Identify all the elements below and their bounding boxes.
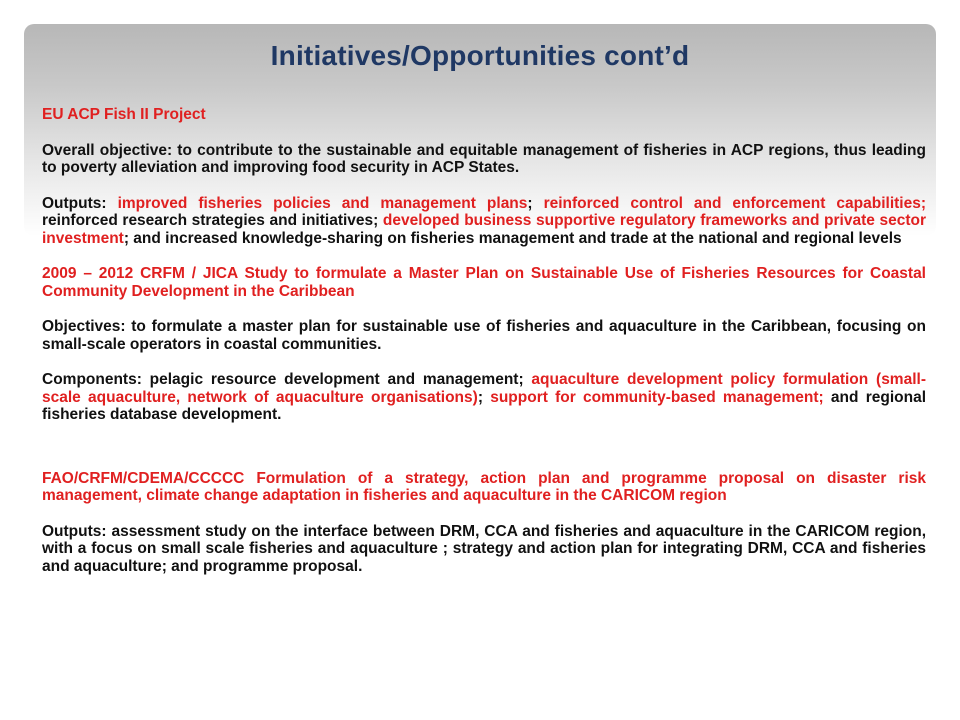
fao-strategy-heading: FAO/CRFM/CDEMA/CCCCC Formulation of a strategy, action plan and programme proposal on disaster risk management, climate change adaptation in fisheries and aquaculture in the CARICOM region <box>42 469 926 504</box>
components-separator: ; <box>477 388 491 406</box>
eu-project-outputs <box>42 195 926 248</box>
page-title: Initiatives/Opportunities cont’d <box>270 40 690 71</box>
components-database: and regional fisheries database development. <box>42 388 926 423</box>
output-item-business: developed business supportive regulatory frameworks and private sector investment <box>42 212 926 247</box>
jica-study-objectives: Objectives: to formulate a master plan for sustainable use of fisheries and aquaculture in the Caribbean, focusing on small-scale operators in coastal communities. <box>42 318 926 353</box>
output-separator: ; <box>527 194 544 212</box>
output-item-knowledge: ; and increased knowledge-sharing on fisheries management and trade at the national and regional levels <box>123 229 902 247</box>
fao-strategy-outputs: Outputs: assessment study on the interface between DRM, CCA and fisheries and aquaculture in the CARICOM region, with a focus on small scale fisheries and aquaculture ; strategy and action plan for integrating DRM, CCA and fisheries and aquaculture; and programme proposal. <box>42 522 926 575</box>
components-aquaculture: aquaculture development policy formulation (small-scale aquaculture, network of aquaculture organisations) <box>42 371 926 406</box>
output-item-policies: improved fisheries policies and management plans <box>117 194 528 212</box>
output-item-research: reinforced research strategies and initiatives; <box>42 212 383 229</box>
outputs-label: Outputs: <box>42 194 118 212</box>
jica-study-heading: 2009 – 2012 CRFM / JICA Study to formulate a Master Plan on Sustainable Use of Fisheries Resources for Coastal Community Development in the Caribbean <box>42 265 926 300</box>
output-item-control: reinforced control and enforcement capabilities; <box>543 194 927 212</box>
jica-study-components <box>42 371 926 424</box>
components-community: support for community-based management; <box>490 388 824 406</box>
components-pelagic: Components: pelagic resource development and management; <box>42 371 532 388</box>
eu-project-heading: EU ACP Fish II Project <box>42 106 206 123</box>
slide-body <box>42 106 926 575</box>
eu-project-objective: Overall objective: to contribute to the sustainable and equitable management of fisheries in ACP regions, thus leading to poverty alleviation and improving food security in ACP States. <box>42 141 926 176</box>
